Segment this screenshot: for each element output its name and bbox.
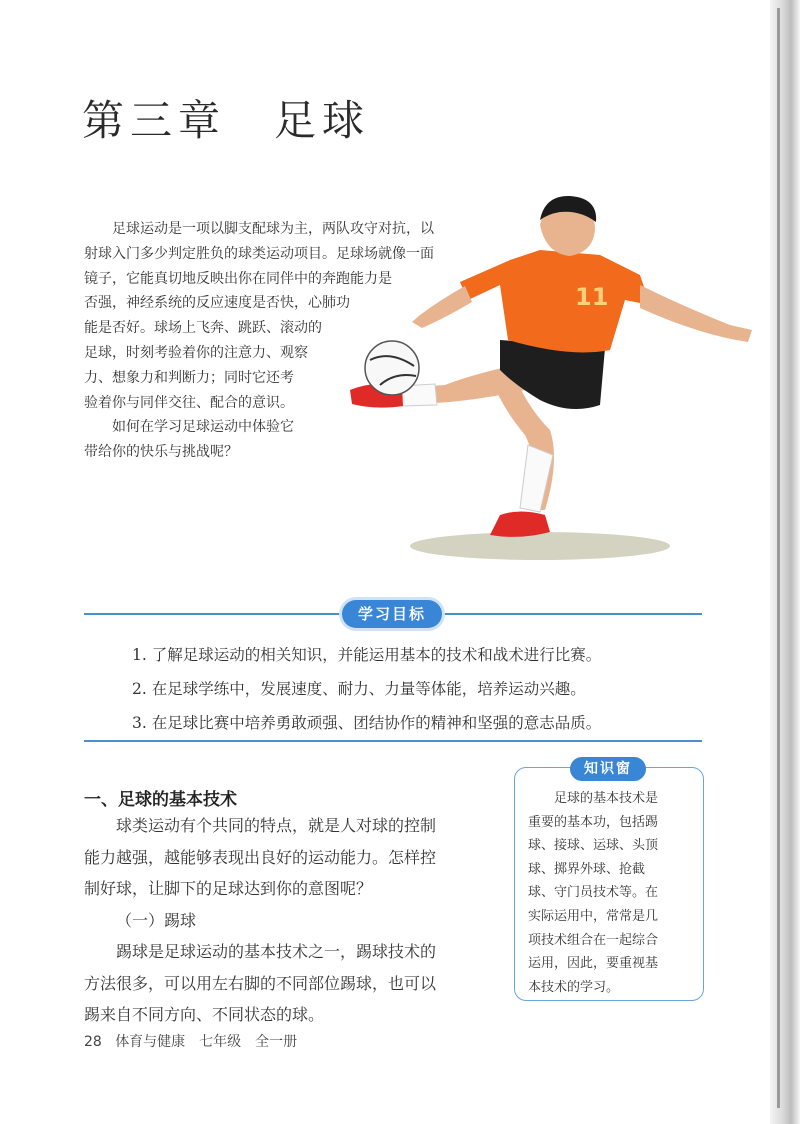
knowledge-line: 本技术的学习。 <box>528 979 620 995</box>
intro-line: 能是否好。球场上飞奔、跳跃、滚动的 <box>84 320 322 337</box>
goal-item: 3. 在足球比赛中培养勇敢顽强、团结协作的精神和坚强的意志品质。 <box>132 714 602 732</box>
body-line: 踢球是足球运动的基本技术之一，踢球技术的 <box>116 942 437 961</box>
soccer-ball <box>365 341 419 395</box>
page-number: 28 <box>84 1034 102 1050</box>
section-title: 一、足球的基本技术 <box>84 790 237 810</box>
intro-line: 否强，神经系统的反应速度是否快，心肺功 <box>84 295 350 312</box>
goal-item: 2. 在足球学练中，发展速度、耐力、力量等体能，培养运动兴趣。 <box>132 680 586 698</box>
knowledge-line: 项技术组合在一起综合 <box>528 932 659 948</box>
knowledge-text <box>528 787 698 999</box>
goals-rule-top-right <box>440 613 702 615</box>
intro-line: 足球运动是一项以脚支配球为主，两队攻守对抗，以 <box>112 221 434 237</box>
section-body <box>84 810 494 1031</box>
knowledge-badge: 知识窗 <box>570 757 646 781</box>
body-line: 能力越强，越能够表现出良好的运动能力。怎样控 <box>84 847 437 867</box>
intro-line: 足球，时刻考验着你的注意力、观察 <box>84 344 308 361</box>
goals-rule-top-left <box>84 613 344 615</box>
knowledge-line: 球、接球、运球、头顶 <box>528 838 659 854</box>
left-arm <box>412 286 472 328</box>
knowledge-line: 足球的基本技术是 <box>554 791 659 806</box>
knowledge-line: 重要的基本功，包括踢 <box>528 814 659 830</box>
jersey-number: 11 <box>575 283 609 311</box>
page-edge-line <box>777 8 780 1108</box>
standing-sock <box>520 445 553 512</box>
knowledge-line: 球、掷界外球、抢截 <box>528 861 646 877</box>
goals-list <box>132 641 692 743</box>
goals-rule-bottom <box>84 740 702 742</box>
soccer-player-illustration <box>340 190 770 560</box>
goal-item: 1. 了解足球运动的相关知识，并能运用基本的技术和战术进行比赛。 <box>132 646 602 664</box>
knowledge-line: 实际运用中，常常是几 <box>528 908 659 924</box>
page-footer <box>84 1031 297 1051</box>
goals-badge: 学习目标 <box>342 600 442 628</box>
intro-line: 如何在学习足球运动中体验它 <box>112 419 294 436</box>
sub-title: （一）踢球 <box>116 910 197 930</box>
knowledge-line: 球、守门员技术等。在 <box>528 885 659 901</box>
body-line: 踢来自不同方向、不同状态的球。 <box>84 1005 325 1024</box>
intro-line: 镜子，它能真切地反映出你在同伴中的奔跑能力是 <box>84 270 392 287</box>
body-line: 方法很多，可以用左右脚的不同部位踢球，也可以 <box>84 973 437 993</box>
jersey <box>460 250 650 352</box>
body-line: 制好球，让脚下的足球达到你的意图呢？ <box>84 879 373 898</box>
right-arm <box>640 285 752 342</box>
ground-shadow <box>410 532 670 560</box>
chapter-title: 第三章 足球 <box>82 96 371 145</box>
body-line: 球类运动有个共同的特点，就是人对球的控制 <box>116 816 437 835</box>
standing-shoe <box>490 512 550 537</box>
intro-line: 射球入门多少判定胜负的球类运动项目。足球场就像一面 <box>84 245 434 262</box>
book-title: 体育与健康 七年级 全一册 <box>115 1034 298 1050</box>
intro-line: 验着你与同伴交往、配合的意识。 <box>84 394 294 411</box>
knowledge-line: 运用，因此，要重视基 <box>528 956 659 972</box>
intro-line: 带给你的快乐与挑战呢？ <box>84 444 238 461</box>
page-edge-shadow <box>770 0 800 1124</box>
intro-line: 力、想象力和判断力；同时它还考 <box>84 369 294 386</box>
